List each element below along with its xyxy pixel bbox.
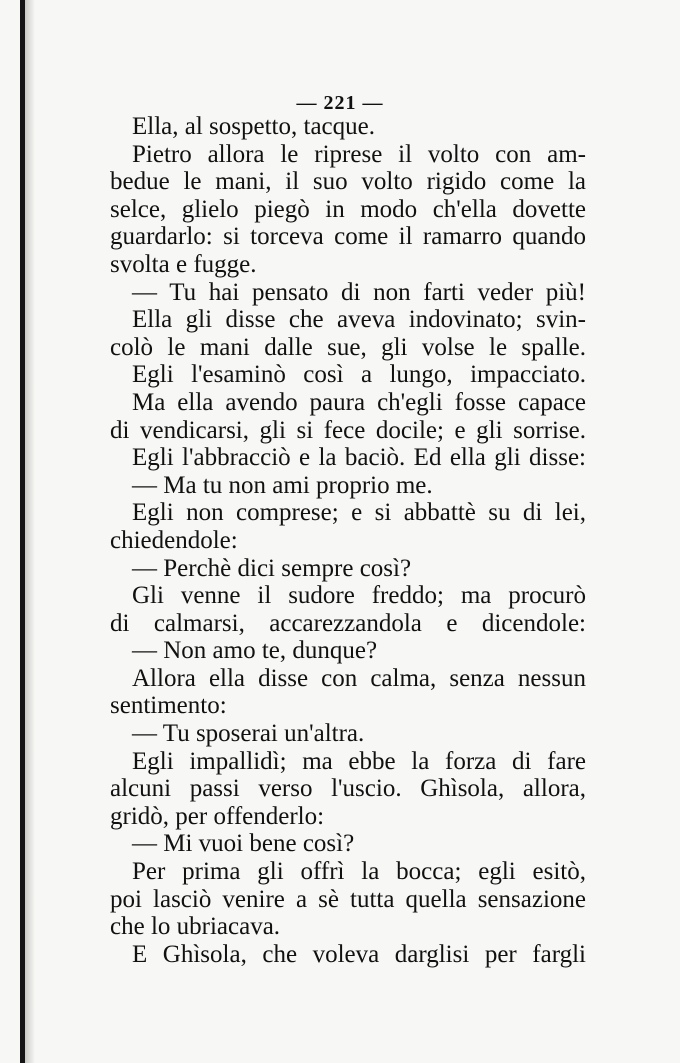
text-line: poi lasciò venire a sè tutta quella sensazione [110, 885, 586, 913]
text-line: selce, glielo piegò in modo ch'ella dovette [110, 195, 586, 223]
text-line: Allora ella disse con calma, senza nessun [132, 664, 586, 692]
text-line: alcuni passi verso l'uscio. Ghìsola, allora, [110, 775, 586, 803]
body-text [110, 113, 586, 968]
text-line: Ella, al sospetto, tacque. [132, 113, 375, 140]
text-line: Gli venne il sudore freddo; ma procurò [132, 582, 586, 610]
text-line: — Non amo te, dunque? [132, 637, 378, 665]
text-line: di calmarsi, accarezzandola e dicendole: [110, 609, 586, 637]
text-line: svolta e fugge. [110, 250, 257, 278]
page-number-header: — 221 — [296, 92, 384, 114]
text-line: di vendicarsi, gli si fece docile; e gli sorrise. [110, 416, 586, 444]
text-line: Per prima gli offrì la bocca; egli esitò, [132, 858, 586, 886]
text-line: — Mi vuoi bene così? [132, 830, 355, 858]
text-line: — Tu hai pensato di non farti veder più! [132, 278, 586, 306]
text-line: che lo ubriacava. [110, 913, 281, 941]
text-line: Pietro allora le riprese il volto con am- [132, 140, 586, 168]
text-line: — Perchè dici sempre così? [132, 554, 412, 582]
text-line: guardarlo: si torceva come il ramarro quando [110, 223, 586, 251]
text-line: E Ghìsola, che voleva darglisi per fargli [132, 940, 586, 968]
text-line: Ella gli disse che aveva indovinato; svin- [132, 306, 586, 334]
text-line: colò le mani dalle sue, gli volse le spalle. [110, 333, 586, 361]
text-line: Ma ella avendo paura ch'egli fosse capace [132, 388, 586, 416]
text-line: — Tu sposerai un'altra. [132, 720, 365, 748]
text-line: Egli l'abbracciò e la baciò. Ed ella gli disse: [132, 444, 586, 472]
text-line: sentimento: [110, 692, 227, 720]
page-binding-shadow [25, 0, 35, 1063]
text-line: — Ma tu non ami proprio me. [132, 471, 433, 499]
text-line: Egli l'esaminò così a lungo, impacciato. [132, 361, 586, 389]
text-line: gridò, per offenderlo: [110, 802, 325, 830]
text-line: chiedendole: [110, 526, 238, 554]
text-line: Egli non comprese; e si abbattè su di lei, [132, 499, 586, 527]
text-line: Egli impallidì; ma ebbe la forza di fare [132, 747, 586, 775]
text-line: bedue le mani, il suo volto rigido come la [110, 168, 586, 196]
